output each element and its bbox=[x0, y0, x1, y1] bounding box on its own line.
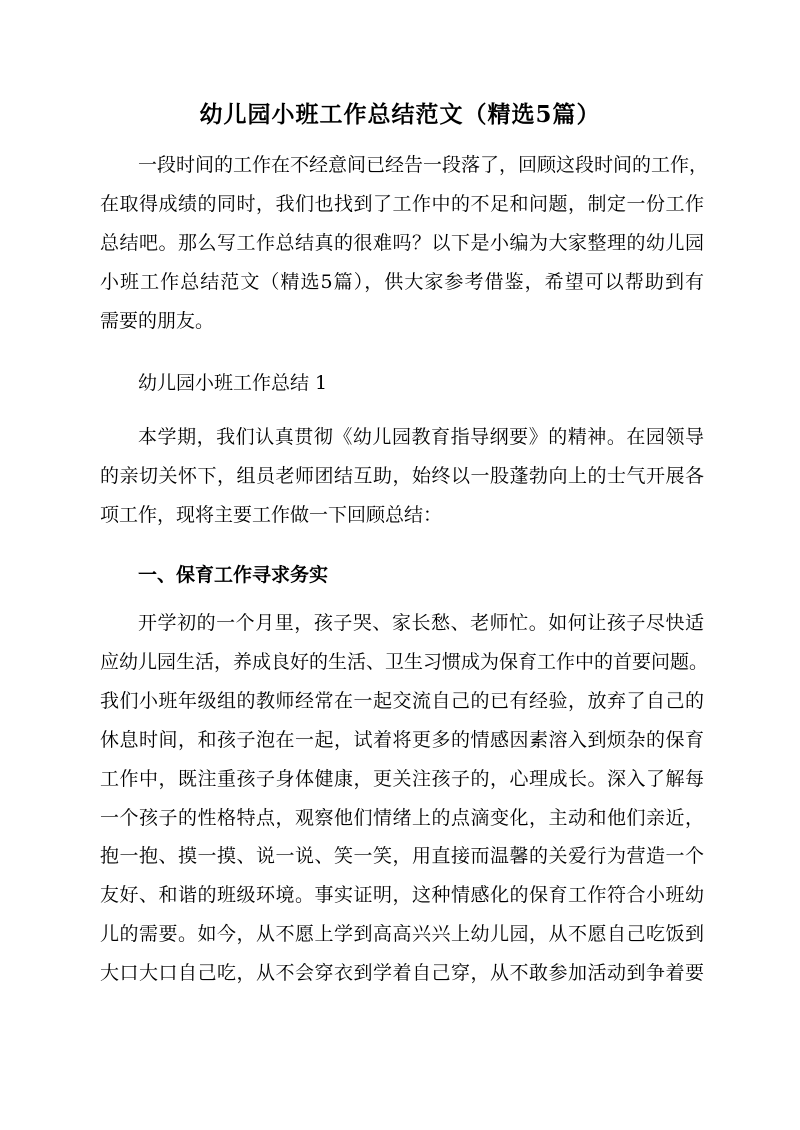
subsection1-line: 应幼儿园生活，养成良好的生活、卫生习惯成为保育工作中的首要问题。 bbox=[100, 650, 709, 673]
subsection1-line: 儿的需要。如今，从不愿上学到高高兴兴上幼儿园，从不愿自己吃饭到 bbox=[100, 923, 704, 946]
section1-line: 的亲切关怀下，组员老师团结互助，始终以一股蓬勃向上的士气开展各 bbox=[100, 464, 704, 487]
subsection1-line: 抱一抱、摸一摸、说一说、笑一笑，用直接而温馨的关爱行为营造一个 bbox=[100, 845, 704, 868]
intro-line: 在取得成绩的同时，我们也找到了工作中的不足和问题，制定一份工作 bbox=[100, 192, 704, 215]
intro-line: 总结吧。那么写工作总结真的很难吗？以下是小编为大家整理的幼儿园 bbox=[100, 231, 704, 254]
section1-heading: 幼儿园小班工作总结 1 bbox=[138, 372, 328, 394]
intro-paragraph bbox=[100, 146, 709, 341]
intro-line: 需要的朋友。 bbox=[100, 309, 215, 332]
subsection1-line: 工作中，既注重孩子身体健康，更关注孩子的，心理成长。深入了解每 bbox=[100, 767, 704, 790]
subsection1-line: 开学初的一个月里，孩子哭、家长愁、老师忙。如何让孩子尽快适 bbox=[138, 612, 704, 634]
section1-line: 本学期，我们认真贯彻《幼儿园教育指导纲要》的精神。在园领导 bbox=[138, 426, 704, 448]
subsection1-paragraph bbox=[100, 604, 709, 993]
subsection1-heading: 一、保育工作寻求务实 bbox=[138, 564, 329, 586]
subsection1-line: 大口大口自己吃，从不会穿衣到学着自己穿，从不敢参加活动到争着要 bbox=[100, 962, 704, 985]
intro-line: 小班工作总结范文（精选5篇），供大家参考借鉴，希望可以帮助到有 bbox=[100, 270, 704, 293]
document-title: 幼儿园小班工作总结范文（精选5篇） bbox=[199, 101, 601, 128]
subsection1-line: 友好、和谐的班级环境。事实证明，这种情感化的保育工作符合小班幼 bbox=[100, 884, 704, 907]
section1-line: 项工作，现将主要工作做一下回顾总结： bbox=[100, 503, 443, 526]
subsection1-line: 我们小班年级组的教师经常在一起交流自己的已有经验，放弃了自己的 bbox=[100, 689, 704, 712]
subsection1-line: 休息时间，和孩子泡在一起，试着将更多的情感因素溶入到烦杂的保育 bbox=[100, 728, 704, 751]
section1-intro-paragraph bbox=[100, 418, 704, 535]
intro-line: 一段时间的工作在不经意间已经告一段落了，回顾这段时间的工作， bbox=[138, 154, 709, 176]
subsection1-line: 一个孩子的性格特点，观察他们情绪上的点滴变化，主动和他们亲近， bbox=[100, 806, 704, 829]
